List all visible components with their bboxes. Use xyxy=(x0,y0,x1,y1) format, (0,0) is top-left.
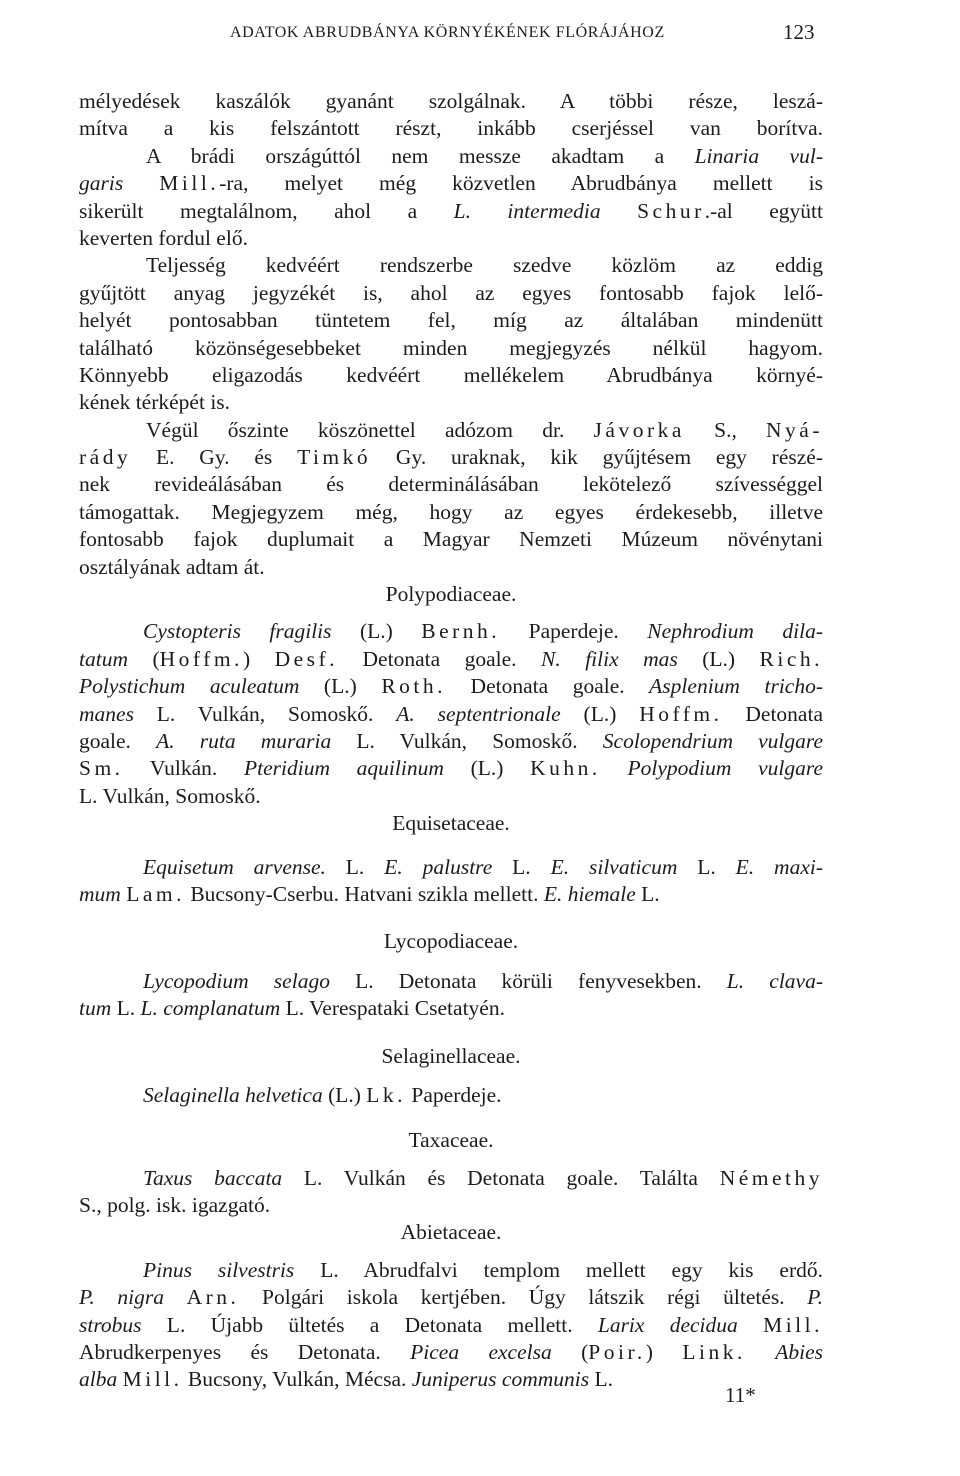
species-name: Equisetum arvense. xyxy=(143,854,326,879)
species-name: E. palustre xyxy=(384,854,493,879)
text-line: támogattak. Megjegyzem még, hogy az egyes érdekesebb, illetve xyxy=(79,499,823,524)
author-name: Sm. xyxy=(79,756,124,781)
spacer xyxy=(79,608,823,618)
spacer xyxy=(79,1247,823,1257)
text-span: ( xyxy=(127,646,160,671)
text-span: L. xyxy=(635,881,660,906)
species-name: Selaginella helvetica xyxy=(143,1082,323,1107)
text-line: Könnyebb eligazodás kedvéért mellékelem Abrudbánya környé- xyxy=(79,362,823,387)
text-line xyxy=(79,417,823,444)
text-line xyxy=(79,646,823,673)
species-name: E. silvaticum xyxy=(550,854,678,879)
text-span: E. Gy. és xyxy=(131,445,298,470)
species-name: Cystopteris fragilis xyxy=(143,619,332,644)
text-span: L. xyxy=(111,996,141,1021)
text-span: (L.) xyxy=(299,674,382,699)
section-heading: Lycopodiaceae. xyxy=(383,929,519,954)
text-span: (L.) xyxy=(443,756,531,781)
species-name: Taxus baccata xyxy=(143,1165,283,1190)
text-line xyxy=(79,728,823,755)
text-line xyxy=(79,1366,823,1393)
text-line xyxy=(79,881,823,908)
text-span: (L.) xyxy=(331,619,422,644)
text-span: S., xyxy=(684,417,767,442)
author-name: Mill. xyxy=(763,1312,823,1337)
text-span xyxy=(601,199,637,223)
text-span: L. Vulkán, Somoskő. xyxy=(331,728,603,753)
text-line xyxy=(79,444,823,471)
text-line xyxy=(79,618,823,645)
person-name: rády xyxy=(79,445,132,470)
species-name: Linaria vul- xyxy=(694,143,823,168)
text-line xyxy=(79,143,823,170)
author-name: Rich. xyxy=(759,646,823,671)
species-name: strobus xyxy=(79,1312,142,1337)
author-name: Desf. xyxy=(274,646,339,671)
text-span: L. Verespataki Csetatyén. xyxy=(280,996,505,1021)
species-name: Juniperus communis xyxy=(411,1367,590,1392)
spacer xyxy=(79,908,823,928)
text-span: Polgári iskola kertjében. Úgy látszik régi ültetés. xyxy=(239,1285,808,1310)
text-line xyxy=(79,995,823,1022)
text-line: gyűjtött anyag jegyzékét is, ahol az egyes fontosabb fajok lelő- xyxy=(79,280,823,305)
person-name: Némethy xyxy=(719,1165,823,1190)
species-name: Pteridium aquilinum xyxy=(243,756,444,781)
text-span xyxy=(123,171,159,195)
text-span: Abrudkerpenyes és Detonata. xyxy=(79,1340,411,1365)
person-name: Jávorka xyxy=(593,417,685,442)
text-span xyxy=(746,1340,775,1364)
species-name: Polystichum aculeatum xyxy=(79,674,300,699)
spacer xyxy=(79,1155,823,1165)
text-line xyxy=(79,701,823,728)
species-name: manes xyxy=(79,701,134,726)
species-name: Lycopodium selago xyxy=(143,968,330,993)
author-name: Lk. xyxy=(366,1082,407,1107)
spacer xyxy=(79,1109,823,1127)
text-span: (L.) xyxy=(560,701,640,726)
page-number: 123 xyxy=(783,20,815,44)
section-heading: Equisetaceae. xyxy=(392,811,510,836)
text-line xyxy=(79,1257,823,1284)
species-name: mum xyxy=(79,881,121,906)
text-span xyxy=(738,1313,763,1337)
section-heading: Taxaceae. xyxy=(408,1128,494,1153)
text-span: Detonata goale. xyxy=(446,674,650,699)
species-name: N. filix mas xyxy=(541,646,678,671)
author-name: Arn. xyxy=(186,1285,240,1310)
page-body xyxy=(79,88,823,1394)
person-name: Nyá- xyxy=(766,417,823,442)
author-name: Mill. xyxy=(122,1367,183,1392)
text-span: ) xyxy=(242,646,275,671)
text-span: L. Újabb ültetés a Detonata mellett. xyxy=(141,1312,598,1337)
author-name: Link. xyxy=(682,1340,746,1365)
text-line: osztályának adtam át. xyxy=(79,554,265,579)
species-name: Nephrodium dila- xyxy=(647,619,823,644)
text-span: Paperdeje. xyxy=(406,1082,502,1107)
species-name: garis xyxy=(79,171,124,196)
author-name: Mill. xyxy=(159,171,220,196)
section-heading: Polypodiaceae. xyxy=(385,582,517,607)
text-line: helyét pontosabban tüntetem fel, míg az általában mindenütt xyxy=(79,308,823,333)
author-name: Bernh. xyxy=(421,619,501,644)
text-line xyxy=(79,1284,823,1311)
species-name: E. maxi- xyxy=(735,854,824,879)
species-name: alba xyxy=(79,1367,118,1392)
text-line xyxy=(79,968,823,995)
species-name: Picea excelsa xyxy=(410,1340,552,1365)
text-line xyxy=(79,673,823,700)
text-line: mélyedések kaszálók gyanánt szolgálnak. A többi része, leszá- xyxy=(79,89,823,113)
text-line xyxy=(79,1165,823,1192)
text-line xyxy=(79,755,823,782)
text-span xyxy=(601,756,628,780)
text-line: keverten fordul elő. xyxy=(79,225,248,250)
text-span: L. Detonata körüli fenyvesekben. xyxy=(329,968,727,993)
text-span: L. Vulkán, Somoskő. xyxy=(133,701,397,726)
species-name: P. xyxy=(807,1285,823,1310)
spacer xyxy=(79,1023,823,1043)
author-name: Hoffm. xyxy=(639,701,723,726)
text-span: L. xyxy=(325,854,385,879)
text-line xyxy=(79,854,823,881)
text-span: -ra, melyet még közvetlen Abrudbánya mellett is xyxy=(219,171,823,196)
text-line: kének térképét is. xyxy=(79,390,231,415)
text-span: (L.) xyxy=(677,646,760,671)
author-name: Hoffm. xyxy=(159,646,243,671)
spacer xyxy=(79,956,823,968)
text-span: L. Abrudfalvi templom mellett egy kis erdő. xyxy=(294,1257,823,1282)
author-name: Lam. xyxy=(126,881,185,906)
text-span xyxy=(164,1285,187,1309)
species-name: L. complanatum xyxy=(140,996,281,1021)
text-line: mítva a kis felszántott részt, inkább cserjéssel van borítva. xyxy=(79,116,823,141)
species-name: A. septentrionale xyxy=(396,701,561,726)
text-span: L. Vulkán és Detonata goale. Találta xyxy=(282,1165,720,1190)
text-span: A brádi országúttól nem messze akadtam a xyxy=(146,143,695,168)
text-span: .-al együtt xyxy=(704,198,824,223)
species-name: Abies xyxy=(775,1340,823,1365)
text-line: fontosabb fajok duplumait a Magyar Nemzeti Múzeum növénytani xyxy=(79,527,823,552)
text-line: nek revideálásában és determinálásában lekötelező szívességgel xyxy=(79,472,823,497)
text-line: S., polg. isk. igazgató. xyxy=(79,1193,271,1218)
text-span: Bucsony, Vulkán, Mécsa. xyxy=(182,1367,412,1392)
species-name: A. ruta muraria xyxy=(156,728,332,753)
species-name: E. hiemale xyxy=(543,881,636,906)
text-line: található közönségesebbeket minden megjegyzés nélkül hagyom. xyxy=(79,335,823,360)
text-span: L. xyxy=(677,854,736,879)
text-span: Gy. uraknak, kik gyűjtésem egy részé- xyxy=(371,445,823,470)
species-name: Larix decidua xyxy=(597,1312,738,1337)
text-span: Detonata xyxy=(722,701,823,726)
species-name: Scolopendrium vulgare xyxy=(602,728,824,753)
text-span: Detonata goale. xyxy=(338,646,542,671)
spacer xyxy=(79,1070,823,1082)
species-name: L. clava- xyxy=(726,968,823,993)
species-name: tum xyxy=(79,996,112,1021)
text-line: Teljesség kedvéért rendszerbe szedve közlöm az eddig xyxy=(146,253,823,278)
text-span: ( xyxy=(551,1340,589,1365)
author-name: Schur xyxy=(637,198,705,223)
text-line xyxy=(79,1082,823,1109)
text-line xyxy=(79,198,823,225)
text-span: (L.) xyxy=(322,1082,367,1107)
species-name: L. intermedia xyxy=(453,198,601,223)
section-heading: Selaginellaceae. xyxy=(381,1043,521,1068)
species-name: Pinus silvestris xyxy=(143,1257,295,1282)
signature-mark: 11* xyxy=(725,1383,756,1407)
text-line xyxy=(79,1339,823,1366)
text-span: ) xyxy=(645,1340,683,1365)
text-span: goale. xyxy=(79,728,157,753)
author-name: Roth. xyxy=(381,674,447,699)
text-span: Paperdeje. xyxy=(500,619,648,644)
text-line xyxy=(79,170,823,197)
person-name: Timkó xyxy=(297,445,372,470)
spacer xyxy=(79,838,823,854)
running-header: ADATOK ABRUDBÁNYA KÖRNYÉKÉNEK FLÓRÁJÁHOZ xyxy=(230,24,665,41)
text-line: L. Vulkán, Somoskő. xyxy=(79,783,261,808)
species-name: Polypodium vulgare xyxy=(627,756,824,781)
text-span: Végül őszinte köszönettel adózom dr. xyxy=(146,417,594,442)
author-name: Poir. xyxy=(588,1340,646,1365)
text-span: L. xyxy=(492,854,551,879)
text-span: L. xyxy=(589,1367,613,1392)
text-span: sikerült megtalálnom, ahol a xyxy=(79,198,454,223)
species-name: Asplenium tricho- xyxy=(649,674,823,699)
text-span: Vulkán. xyxy=(123,756,244,781)
section-heading: Abietaceae. xyxy=(400,1220,502,1245)
species-name: P. nigra xyxy=(79,1285,164,1310)
species-name: tatum xyxy=(79,646,128,671)
text-span: Bucsony-Cserbu. Hatvani szikla mellett. xyxy=(184,881,544,906)
author-name: Kuhn. xyxy=(530,756,601,781)
text-line xyxy=(79,1312,823,1339)
